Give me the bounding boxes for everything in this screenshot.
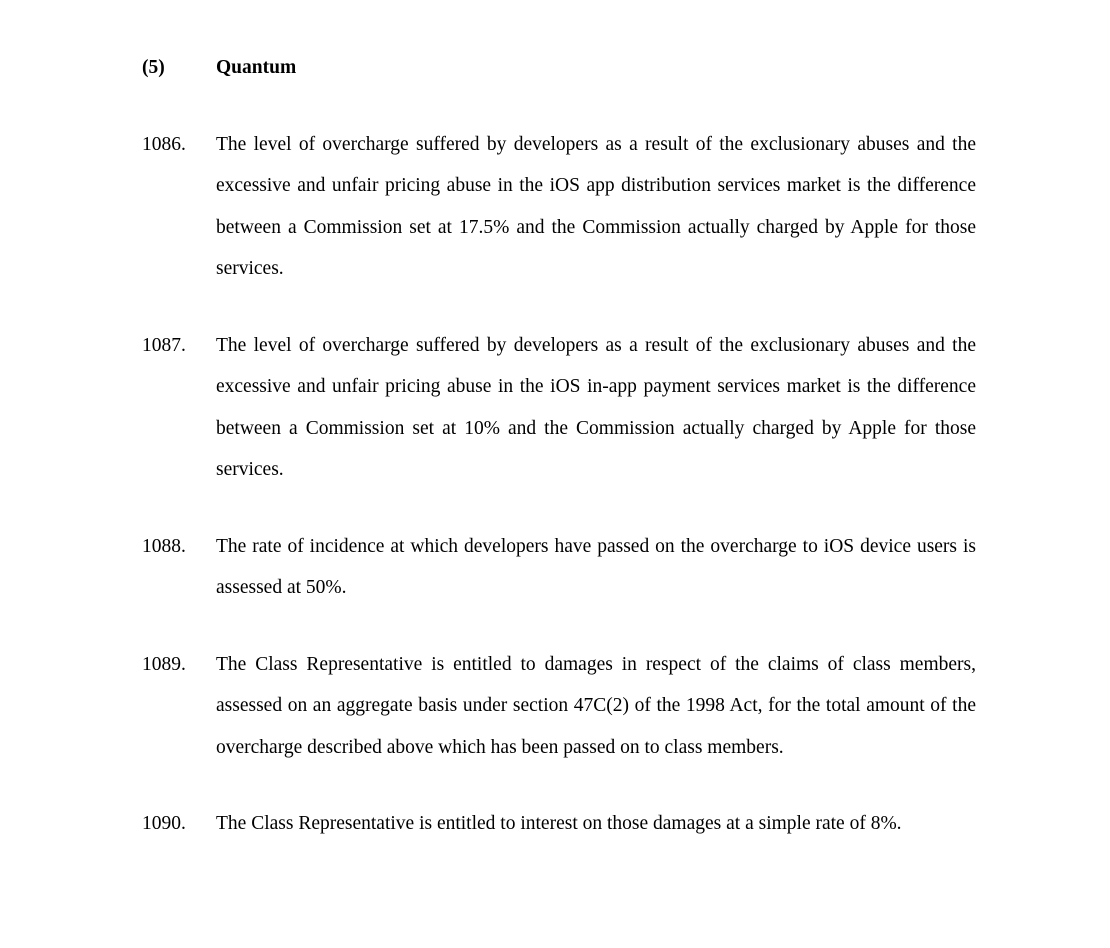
section-number: (5) xyxy=(142,57,165,78)
section-title: Quantum xyxy=(216,57,297,78)
paragraph-text: The Class Representative is entitled to damages in respect of the claims of class members, assessed on an aggregate basis under section 47C(2) of the 1998 Act, for the total amount of the overcharge described above which has been passed on to class members. xyxy=(216,653,976,758)
paragraph-text: The rate of incidence at which developers have passed on the overcharge to iOS device users is assessed at 50%. xyxy=(216,535,976,598)
paragraph xyxy=(142,526,976,609)
paragraph-number: 1089. xyxy=(142,653,186,675)
paragraph xyxy=(142,803,976,845)
paragraph-text: The level of overcharge suffered by developers as a result of the exclusionary abuses and the excessive and unfair pricing abuse in the iOS app distribution services market is the difference between a Commission set at 17.5% and the Commission actually charged by Apple for those services. xyxy=(216,133,976,279)
paragraph xyxy=(142,325,976,491)
section-heading xyxy=(142,47,976,89)
paragraph-number: 1087. xyxy=(142,334,186,356)
paragraph-number: 1086. xyxy=(142,133,186,155)
paragraph xyxy=(142,644,976,769)
paragraph xyxy=(142,124,976,290)
paragraph-text: The Class Representative is entitled to interest on those damages at a simple rate of 8%. xyxy=(216,813,902,834)
paragraph-number: 1088. xyxy=(142,535,186,557)
paragraph-number: 1090. xyxy=(142,813,186,834)
paragraph-text: The level of overcharge suffered by developers as a result of the exclusionary abuses and the excessive and unfair pricing abuse in the iOS in-app payment services market is the difference between a Commission set at 10% and the Commission actually charged by Apple for those services. xyxy=(216,334,976,480)
